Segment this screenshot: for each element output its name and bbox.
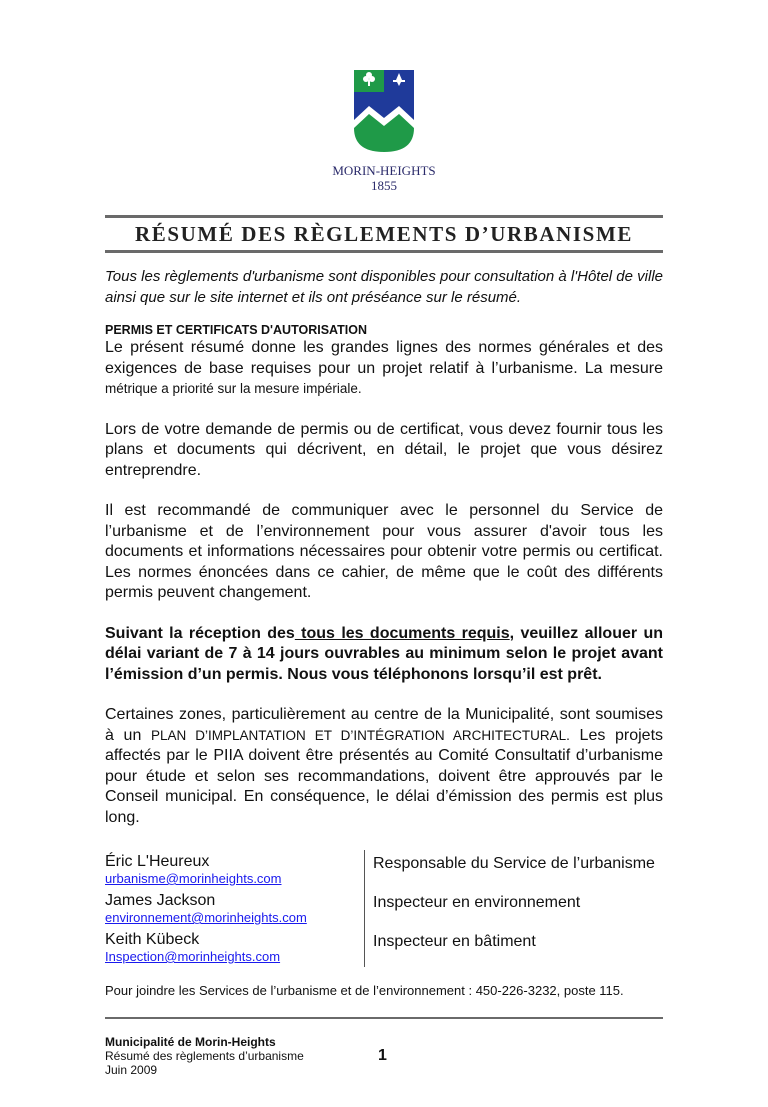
- contact-role: Inspecteur en environnement: [364, 889, 663, 928]
- contact-email-link[interactable]: urbanisme@morinheights.com: [105, 871, 282, 886]
- logo-year: 1855: [371, 178, 397, 193]
- logo-name: MORIN-HEIGHTS: [332, 163, 436, 178]
- title-rule-bottom: [105, 250, 663, 253]
- paragraph-4-before: Suivant la réception des: [105, 624, 295, 642]
- contact-email-link[interactable]: Inspection@morinheights.com: [105, 949, 281, 964]
- contact-row: [105, 889, 364, 928]
- contact-name: Keith Kübeck: [105, 931, 200, 948]
- paragraph-4-after: , veuillez allouer un délai variant de 7 à 14 jours ouvrables au minimum selon le projet avant l’émission d’un permis. Nous vous téléphonons lorsqu’il est prêt.: [105, 624, 664, 683]
- paragraph-5-caps: PLAN D’IMPLANTATION ET D’INTÉGRATION ARCHITECTURAL.: [151, 727, 570, 743]
- contact-role: Inspecteur en bâtiment: [364, 928, 663, 967]
- contact-role: Responsable du Service de l’urbanisme: [364, 850, 663, 889]
- municipal-crest-logo: [351, 68, 417, 154]
- intro-paragraph: Tous les règlements d'urbanisme sont disponibles pour consultation à l'Hôtel de ville ainsi que sur le site internet et ils ont préséance sur le résumé.: [105, 268, 663, 306]
- section-heading: PERMIS ET CERTIFICATS D'AUTORISATION: [105, 323, 368, 337]
- contact-line: Pour joindre les Services de l’urbanisme et de l’environnement : 450-226-3232, poste 115.: [105, 983, 624, 998]
- footer: [105, 1035, 663, 1077]
- paragraph-5-before: Certaines zones, particulièrement au centre de la Municipalité, sont soumises à un: [105, 706, 663, 744]
- paragraph-1: [105, 338, 663, 400]
- footer-rule: [105, 1017, 663, 1019]
- title-rule-top: [105, 215, 663, 218]
- page-number: 1: [378, 1047, 387, 1064]
- paragraph-5-after: Les projets affectés par le PIIA doivent être présentés au Comité Consultatif d’urbanisme pour étude et selon ses recommandations, doivent être approuvés par le Conseil municipal. En conséquence, le délai d’émission des permis est plus long.: [105, 726, 664, 826]
- contact-row: [105, 850, 364, 889]
- contacts-table: [105, 850, 663, 967]
- paragraph-4: [105, 624, 663, 686]
- page-title: RÉSUMÉ DES RÈGLEMENTS D’URBANISME: [135, 222, 633, 246]
- logo: [105, 68, 663, 193]
- paragraph-1-main: Le présent résumé donne les grandes lignes des normes générales et des exigences de base requises pour un projet relatif à l’urbanisme. La mesure: [105, 339, 663, 377]
- contact-row: [105, 928, 364, 967]
- footer-date: Juin 2009: [105, 1063, 158, 1077]
- paragraph-2: Lors de votre demande de permis ou de certificat, vous devez fournir tous les plans et documents qui décrivent, en détail, le projet que vous désirez entreprendre.: [105, 420, 663, 479]
- contact-email-link[interactable]: environnement@morinheights.com: [105, 910, 307, 925]
- paragraph-1-tail: métrique a priorité sur la mesure impériale.: [105, 381, 362, 396]
- contact-name: James Jackson: [105, 892, 216, 909]
- footer-org: Municipalité de Morin-Heights: [105, 1035, 276, 1049]
- footer-text: [105, 1035, 378, 1077]
- contact-name: Éric L'Heureux: [105, 853, 210, 870]
- paragraph-5: [105, 705, 663, 828]
- paragraph-4-underlined: tous les documents requis: [294, 624, 510, 642]
- footer-doc: Résumé des règlements d’urbanisme: [105, 1049, 304, 1063]
- paragraph-3: Il est recommandé de communiquer avec le personnel du Service de l’urbanisme et de l’environnement pour vous assurer d'avoir tous les documents et informations nécessaires pour obtenir votre permis ou certificat. Les normes énoncées dans ce cahier, de même que le coût des différents permis peuvent changement.: [105, 502, 663, 601]
